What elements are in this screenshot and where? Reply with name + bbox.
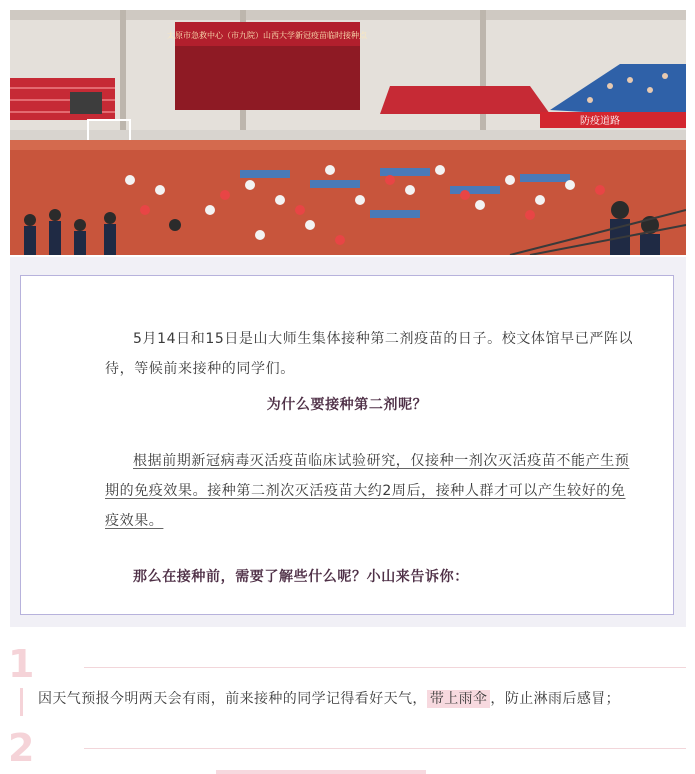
lead-in-text: 那么在接种前，需要了解些什么呢？小山来告诉你： — [133, 569, 469, 585]
tip-1-text-before: 因天气预报今明两天会有雨，前来接种的同学记得看好天气， — [38, 691, 427, 707]
event-photo — [10, 10, 686, 255]
explanation-text: 根据前期新冠病毒灭活疫苗临床试验研究，仅接种一剂次灭活疫苗不能产生预期的免疫效果。接种第二剂次灭活疫苗大约2周后，接种人群才可以产生较好的免疫效果。 — [105, 453, 630, 529]
intro-text: 5月14日和15日是山大师生集体接种第二剂疫苗的日子。校文体馆早已严阵以待，等候前来接种的同学们。 — [105, 331, 634, 377]
explanation-paragraph — [105, 446, 635, 536]
question-heading: 为什么要接种第二剂呢？ — [266, 397, 428, 413]
vaccination-venue-image — [10, 10, 686, 255]
tip-1-highlight: 带上雨伞 — [427, 690, 491, 708]
tip-number-2: 2 — [8, 726, 35, 770]
tip-rule-top — [84, 667, 686, 668]
tip-1-text-after: ，防止淋雨后感冒； — [490, 691, 621, 707]
tip-rule-bottom — [84, 748, 686, 749]
tip-item-1 — [38, 688, 620, 708]
tip-divider-bar — [20, 688, 23, 716]
stage-banner-text: 太原市急救中心（市九院）山西大学新冠疫苗临时接种点 — [167, 31, 367, 40]
tip-number-1: 1 — [8, 642, 35, 686]
venue-sign-text: 防疫道路 — [580, 116, 620, 127]
article-card — [20, 275, 674, 615]
article-frame — [10, 257, 686, 627]
next-highlight-strip — [216, 770, 426, 774]
intro-paragraph — [105, 324, 635, 384]
